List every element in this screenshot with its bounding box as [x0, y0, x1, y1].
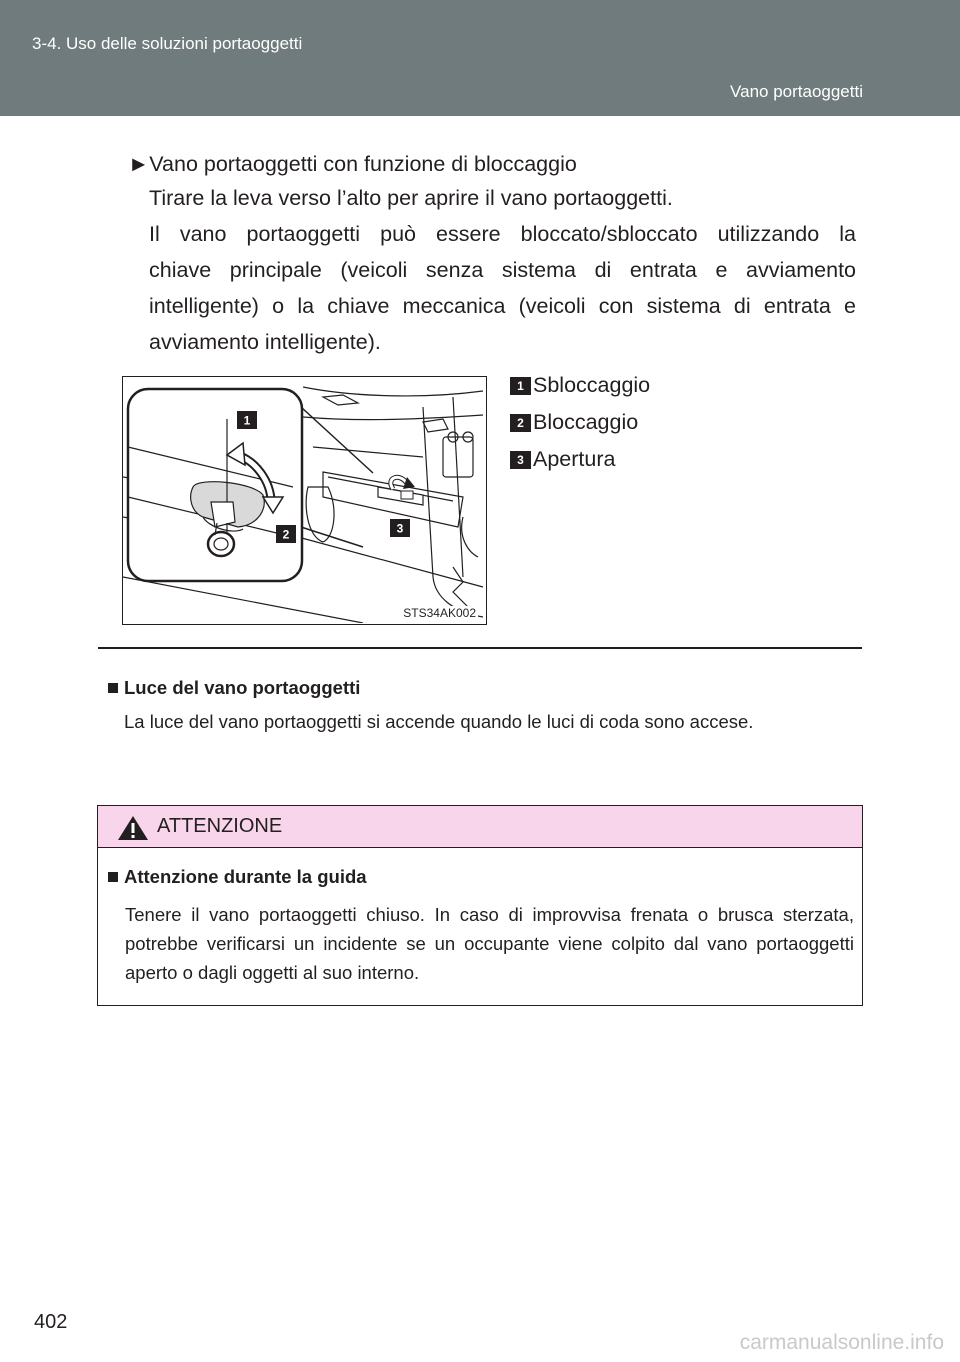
legend-item [510, 441, 650, 478]
procedure-text [149, 180, 856, 360]
text-line: avviamento intelligente). [149, 330, 381, 354]
figure-legend [510, 367, 650, 478]
warning-header [98, 806, 862, 848]
text-line: intelligente) o la chiave meccanica (veicoli con sistema di entrata e [149, 294, 856, 318]
warning-subtitle-row [108, 866, 367, 888]
svg-text:3: 3 [396, 521, 404, 536]
callout-marker-2 [276, 525, 296, 543]
legend-label: Apertura [533, 447, 616, 471]
figure-code: STS34AK002 [403, 606, 476, 620]
section-title: 3-4. Uso delle soluzioni portaoggetti [32, 34, 303, 53]
procedure-heading: ►Vano portaoggetti con funzione di bloccaggio [128, 152, 577, 176]
svg-text:2: 2 [282, 527, 290, 542]
page-header [0, 0, 960, 116]
watermark: carmanualsonline.info [739, 1331, 944, 1354]
section-divider [98, 647, 862, 649]
callout-marker-3 [390, 519, 410, 537]
warning-triangle-icon [117, 815, 149, 841]
legend-number: 2 [510, 414, 531, 432]
warning-title: ATTENZIONE [157, 815, 283, 837]
light-heading [108, 676, 360, 700]
callout-marker-1 [237, 411, 257, 429]
legend-item [510, 367, 650, 404]
legend-number: 3 [510, 451, 531, 469]
light-title: Luce del vano portaoggetti [124, 677, 361, 698]
legend-label: Sbloccaggio [533, 373, 651, 397]
warning-box [97, 805, 863, 1006]
legend-item [510, 404, 650, 441]
svg-text:1: 1 [243, 413, 251, 428]
warning-text: Tenere il vano portaoggetti chiuso. In caso di improvvisa frenata o brusca sterzata, potrebbe verificarsi un incidente se un occupante viene colpito dal vano portaoggetti aperto o dagli oggetti al suo interno. [125, 904, 854, 983]
warning-subtitle: Attenzione durante la guida [124, 866, 367, 887]
text-line: Tirare la leva verso l’alto per aprire il vano portaoggetti. [149, 186, 673, 210]
square-bullet-icon [108, 683, 118, 693]
page-number: 402 [34, 1311, 68, 1333]
text-line: chiave principale (veicoli senza sistema di entrata e avviamento [149, 258, 856, 282]
text-line: Il vano portaoggetti può essere bloccato/sbloccato utilizzando la [149, 222, 856, 246]
glovebox-illustration [122, 376, 487, 625]
square-bullet-icon [108, 872, 118, 882]
chapter-title: Vano portaoggetti [730, 82, 863, 101]
legend-number: 1 [510, 377, 531, 395]
light-text: La luce del vano portaoggetti si accende quando le luci di coda sono accese. [124, 711, 754, 732]
legend-label: Bloccaggio [533, 410, 639, 434]
